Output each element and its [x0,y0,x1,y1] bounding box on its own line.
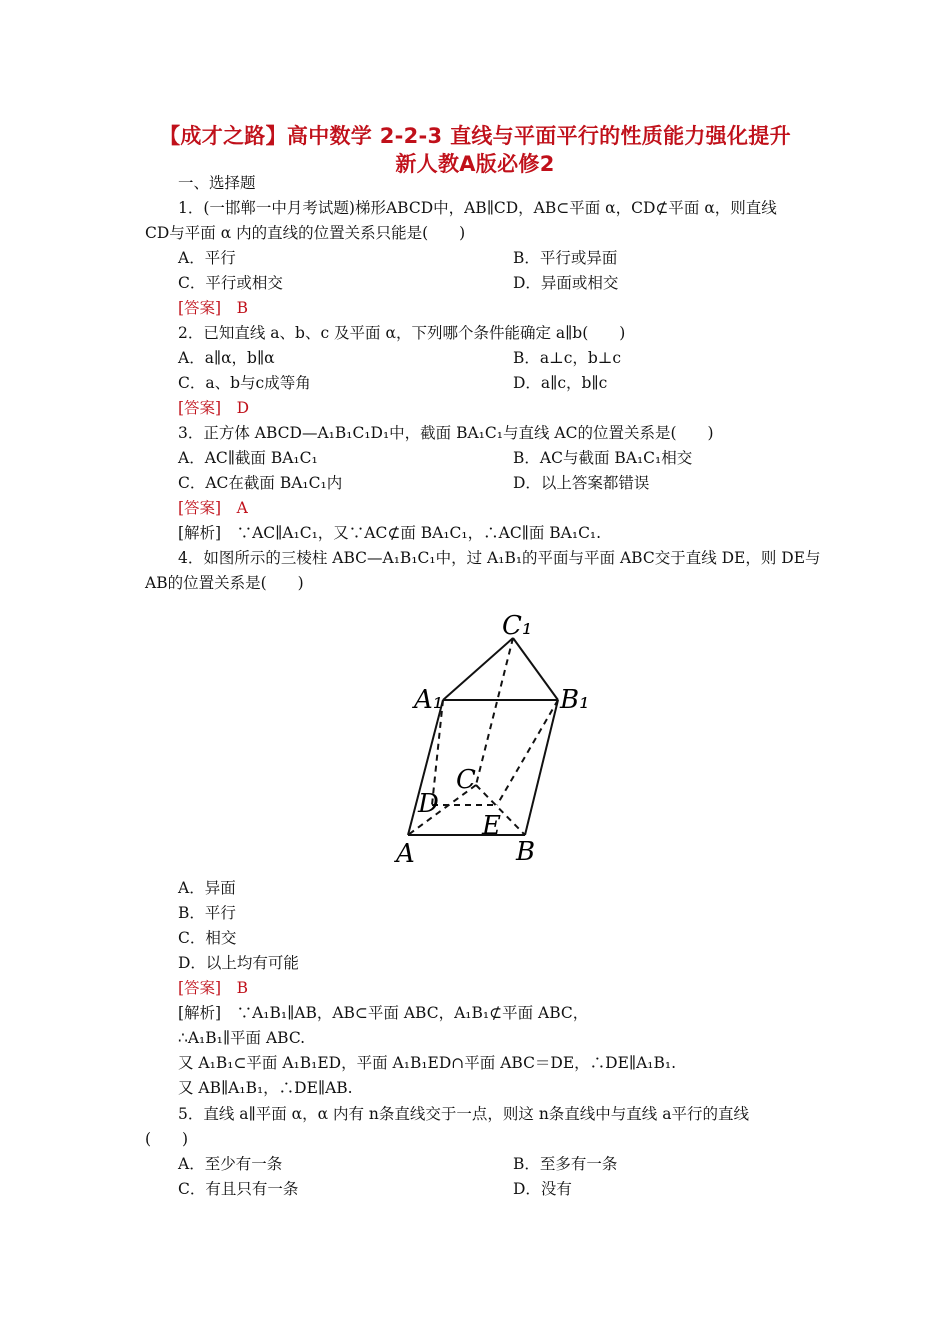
label-e: E [482,811,501,841]
q4-option-d: D．以上均有可能 [178,954,299,972]
q5-stem-line1: 5．直线 a∥平面 α，α 内有 n条直线交于一点，则这 n条直线中与直线 a平行的直线 [178,1105,749,1123]
q3-stem: 3．正方体 ABCD—A₁B₁C₁D₁中，截面 BA₁C₁与直线 AC的位置关系是( ) [178,424,714,442]
edge-a1c1 [443,638,513,700]
q1-stem-line2: CD与平面 α 内的直线的位置关系只能是( ) [145,224,466,242]
edge-c1b1 [513,638,558,700]
label-a1: A₁ [414,685,444,715]
edge-c1c-hidden [476,638,513,785]
doc-title-line2: 新人教A版必修2 [395,152,555,176]
q4-analysis-line3: 又 A₁B₁⊂平面 A₁B₁ED，平面 A₁B₁ED∩平面 ABC＝DE，∴DE∥A₁B₁. [178,1054,677,1072]
edge-b1b [525,700,558,835]
q4-analysis-line4: 又 AB∥A₁B₁，∴DE∥AB. [178,1079,353,1097]
q4-answer: [答案] B [178,979,248,997]
q5-stem-line2: ( ) [145,1130,189,1148]
q5-option-c: C．有且只有一条 [178,1180,299,1198]
q1-option-d: D．异面或相交 [513,274,619,292]
q3-option-a: A．AC∥截面 BA₁C₁ [178,449,318,467]
q3-option-b: B．AC与截面 BA₁C₁相交 [513,449,693,467]
q4-option-a: A．异面 [178,879,236,897]
q5-option-d: D．没有 [513,1180,572,1198]
q2-option-d: D．a∥c，b∥c [513,374,608,392]
q1-option-a: A．平行 [178,249,236,267]
label-a: A [396,839,415,869]
q3-analysis: [解析] ∵AC∥A₁C₁，又∵AC⊄面 BA₁C₁，∴AC∥面 BA₁C₁. [178,524,602,542]
q4-stem-line2: AB的位置关系是( ) [145,574,304,592]
q4-analysis-line1: [解析] ∵A₁B₁∥AB，AB⊂平面 ABC，A₁B₁⊄平面 ABC， [178,1004,589,1022]
q1-option-c: C．平行或相交 [178,274,283,292]
label-c1: C₁ [502,611,533,641]
label-b: B [516,837,536,867]
q4-stem-line1: 4．如图所示的三棱柱 ABC—A₁B₁C₁中，过 A₁B₁的平面与平面 ABC交于直线 DE，则 DE与 [178,549,821,567]
q3-option-d: D．以上答案都错误 [513,474,650,492]
q2-option-a: A．a∥α，b∥α [178,349,275,367]
q3-answer: [答案] A [178,499,248,517]
q2-option-b: B．a⊥c，b⊥c [513,349,622,367]
doc-title-line1: 【成才之路】高中数学 2-2-3 直线与平面平行的性质能力强化提升 [159,124,791,148]
line-b1e-hidden [497,700,558,805]
label-c: C [456,765,476,795]
q4-option-b: B．平行 [178,904,236,922]
q2-answer: [答案] D [178,399,250,417]
q4-option-c: C．相交 [178,929,237,947]
section-heading: 一、选择题 [178,174,256,192]
q1-stem-line1: 1．(一邯郸一中月考试题)梯形ABCD中，AB∥CD，AB⊂平面 α，CD⊄平面 α，则直线 [178,199,777,217]
q2-stem: 2．已知直线 a、b、c 及平面 α，下列哪个条件能确定 a∥b( ) [178,324,626,342]
q1-option-b: B．平行或异面 [513,249,618,267]
q1-answer: [答案] B [178,299,248,317]
q3-option-c: C．AC在截面 BA₁C₁内 [178,474,343,492]
q5-option-a: A．至少有一条 [178,1155,283,1173]
label-d: D [418,789,439,819]
q4-analysis-line2: ∴A₁B₁∥平面 ABC. [178,1029,306,1047]
q5-option-b: B．至多有一条 [513,1155,618,1173]
label-b1: B₁ [560,685,590,715]
q2-option-c: C．a、b与c成等角 [178,374,311,392]
